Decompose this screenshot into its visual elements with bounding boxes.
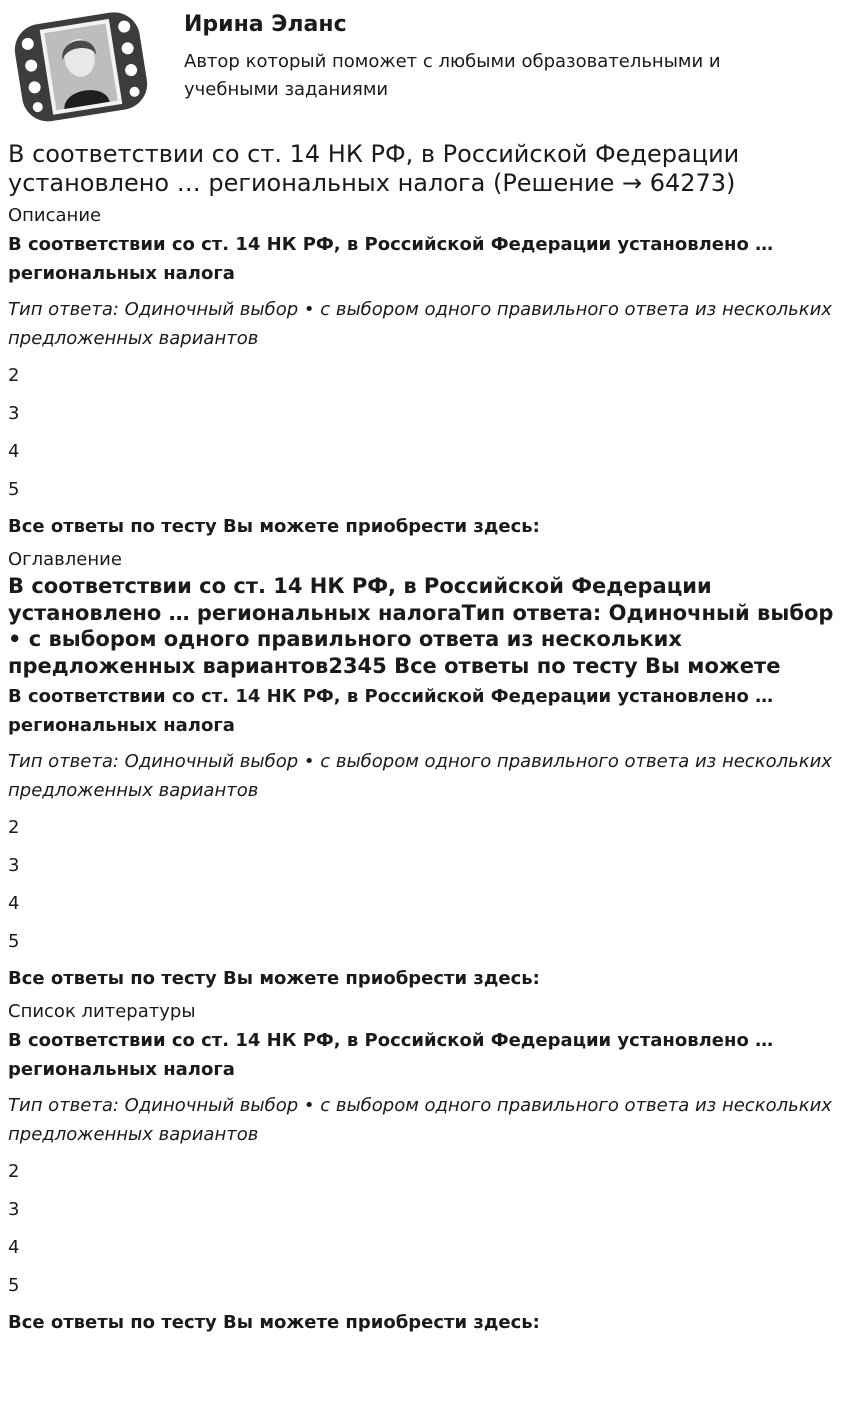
answer-option: 5	[8, 1275, 20, 1296]
section-label-description: Описание	[8, 205, 102, 226]
buy-answers-text: Все ответы по тесту Вы можете приобрести здесь:	[8, 516, 540, 537]
answer-option: 5	[8, 931, 20, 952]
answer-option: 4	[8, 893, 20, 914]
buy-answers-text: Все ответы по тесту Вы можете приобрести здесь:	[8, 1312, 540, 1333]
question-text: В соответствии со ст. 14 НК РФ, в Российской Федерации установлено … региональных налога	[8, 686, 774, 736]
question-text: В соответствии со ст. 14 НК РФ, в Российской Федерации установлено … региональных налога	[8, 1030, 774, 1080]
answer-type: Тип ответа: Одиночный выбор • с выбором одного правильного ответа из нескольких предложенных вариантов	[8, 1095, 832, 1145]
toc-heading: В соответствии со ст. 14 НК РФ, в Российской Федерации установлено … региональных налогаТип ответа: Одиночный выбор • с выбором одного правильного ответа из нескольких предложенных вариантов2345 Все ответы по тесту Вы можете	[8, 574, 834, 678]
answer-option: 2	[8, 817, 20, 838]
page	[8, 0, 839, 1338]
answer-type: Тип ответа: Одиночный выбор • с выбором одного правильного ответа из нескольких предложенных вариантов	[8, 751, 832, 801]
answer-option: 2	[8, 365, 20, 386]
section-label-toc: Оглавление	[8, 549, 122, 570]
answer-option: 2	[8, 1161, 20, 1182]
answer-option: 4	[8, 1237, 20, 1258]
author-block	[8, 0, 839, 140]
toc-section	[8, 548, 839, 994]
literature-section	[8, 1000, 839, 1338]
author-description: Автор который поможет с любыми образовательными и учебными заданиями	[184, 51, 721, 100]
section-label-literature: Список литературы	[8, 1001, 196, 1022]
buy-answers-text: Все ответы по тесту Вы можете приобрести здесь:	[8, 968, 540, 989]
answer-option: 3	[8, 855, 20, 876]
answer-option: 3	[8, 403, 20, 424]
answer-option: 5	[8, 479, 20, 500]
page-title: В соответствии со ст. 14 НК РФ, в Российской Федерации установлено … региональных налога (Решение → 64273)	[8, 140, 740, 197]
description-section	[8, 204, 839, 542]
author-name: Ирина Эланс	[184, 12, 347, 37]
author-avatar-icon	[8, 6, 153, 128]
answer-type: Тип ответа: Одиночный выбор • с выбором одного правильного ответа из нескольких предложенных вариантов	[8, 299, 832, 349]
answer-option: 3	[8, 1199, 20, 1220]
answer-option: 4	[8, 441, 20, 462]
question-text: В соответствии со ст. 14 НК РФ, в Российской Федерации установлено … региональных налога	[8, 234, 774, 284]
